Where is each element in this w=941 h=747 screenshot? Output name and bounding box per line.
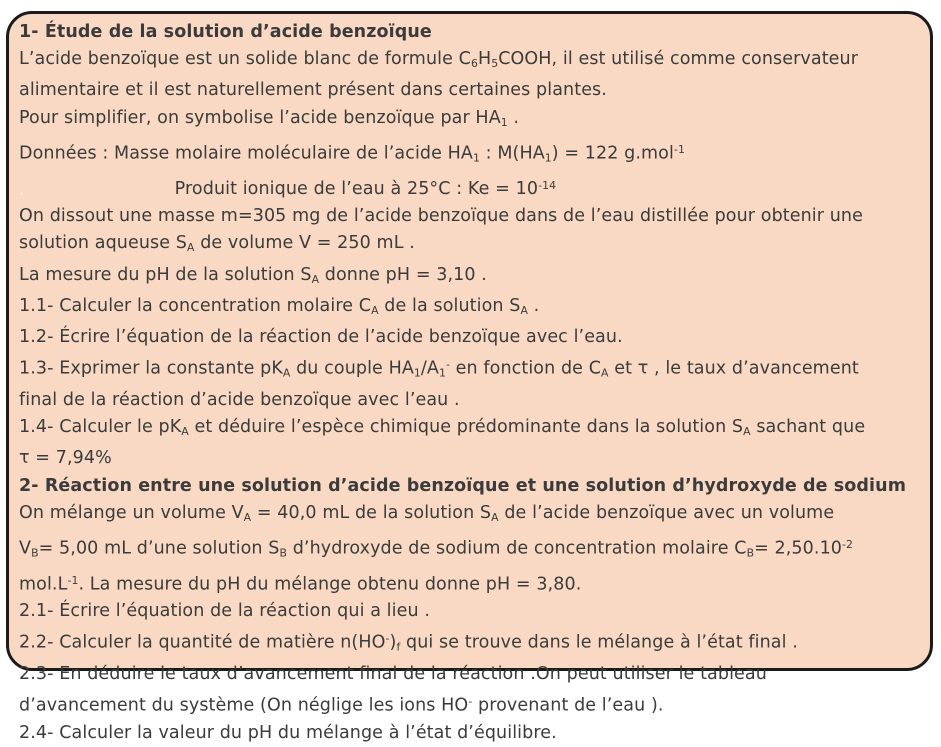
text-segment: H xyxy=(477,49,492,70)
text-segment-faint: . xyxy=(19,178,25,199)
text-segment: Pour simplifier, on symbolise l’acide benzoïque par HA xyxy=(19,107,501,128)
intro-acide-benzoique-line-1 xyxy=(19,46,922,77)
text-segment-gapleft: Produit ionique de l’eau à 25°C : Ke = 10 xyxy=(174,178,539,199)
text-segment: 2.4- Calculer la valeur du pH du mélange à l’état d’équilibre. xyxy=(19,722,557,743)
text-segment: 1- Étude de la solution d’acide benzoïque xyxy=(19,22,432,42)
text-segment: 1.4- Calculer le pK xyxy=(19,417,182,438)
text-segment-sub: A xyxy=(187,241,195,255)
text-segment-sub: A xyxy=(743,425,751,439)
melange-description-line-3 xyxy=(19,567,922,599)
text-segment-sub: 1 xyxy=(473,151,480,165)
mesure-ph-sa xyxy=(19,262,922,293)
question-2-2 xyxy=(19,625,922,661)
question-2-4 xyxy=(19,720,922,747)
question-1-1 xyxy=(19,293,922,324)
text-segment-sub: B xyxy=(279,546,288,560)
text-segment: de volume V = 250 mL . xyxy=(194,233,415,254)
text-segment-sub: 1 xyxy=(544,151,552,165)
intro-acide-benzoique-line-2 xyxy=(19,77,922,104)
text-segment: τ = 7,94% xyxy=(19,448,112,469)
text-segment-sup: -1 xyxy=(673,142,685,156)
text-segment: sachant que xyxy=(750,417,866,438)
text-segment: provenant de l’eau ). xyxy=(472,695,664,716)
exercise-sheet xyxy=(6,11,933,743)
question-1-3-line-1 xyxy=(19,351,922,387)
question-2-3-line-1 xyxy=(19,661,922,688)
text-segment-sub: B xyxy=(746,546,755,560)
text-segment-sup: - xyxy=(446,358,451,372)
text-segment: La mesure du pH de la solution S xyxy=(19,264,312,285)
section-2-heading xyxy=(19,473,922,500)
text-segment: 1.2- Écrire l’équation de la réaction de l’acide benzoïque avec l’eau. xyxy=(19,327,623,348)
text-segment: de l’acide benzoïque avec un volume xyxy=(498,502,835,523)
text-segment: = 5,00 mL d’une solution S xyxy=(38,538,280,559)
text-segment: . xyxy=(507,107,520,128)
text-segment: 2.3- En déduire le taux d’avancement final de la réaction .On peut utiliser le tableau xyxy=(19,664,767,685)
text-segment-sup: -14 xyxy=(538,178,557,192)
question-1-4-line-2 xyxy=(19,445,922,472)
text-segment: On dissout une masse m=305 mg de l’acide benzoïque dans de l’eau distillée pour obtenir une xyxy=(19,206,863,227)
text-segment: donne pH = 3,10 . xyxy=(319,264,487,285)
text-segment-sub: A xyxy=(282,366,291,380)
preparation-solution-line-1 xyxy=(19,203,922,230)
melange-description-line-2 xyxy=(19,531,922,567)
text-segment-sup: - xyxy=(385,632,390,646)
text-segment: /A xyxy=(420,358,439,379)
text-segment-sub: A xyxy=(601,366,609,380)
text-segment-sub: 1 xyxy=(439,366,446,380)
text-segment: qui se trouve dans le mélange à l’état final . xyxy=(400,632,798,653)
text-segment-sub: 1 xyxy=(500,115,508,129)
text-segment-sub: f xyxy=(396,640,401,654)
text-segment: alimentaire et il est naturellement présent dans certaines plantes. xyxy=(19,80,607,101)
question-1-3-line-2 xyxy=(19,387,922,414)
preparation-solution-line-2 xyxy=(19,230,922,261)
text-segment: . La mesure du pH du mélange obtenu donne pH = 3,80. xyxy=(78,574,582,595)
text-segment: et τ , le taux d’avancement xyxy=(608,358,859,379)
question-1-4-line-1 xyxy=(19,414,922,445)
text-segment: 2.1- Écrire l’équation de la réaction qui a lieu . xyxy=(19,601,430,622)
text-segment-sub: 5 xyxy=(491,57,499,71)
text-segment: d’hydroxyde de sodium de concentration molaire C xyxy=(287,538,747,559)
text-segment: 1.1- Calculer la concentration molaire C xyxy=(19,295,372,316)
text-segment: V xyxy=(19,538,32,559)
text-segment: 2.2- Calculer la quantité de matière n(HO xyxy=(19,632,386,653)
text-segment: . xyxy=(527,295,540,316)
text-segment-sub: A xyxy=(491,510,499,524)
text-segment: et déduire l’espèce chimique prédominante dans la solution S xyxy=(188,417,744,438)
text-segment: en fonction de C xyxy=(450,358,602,379)
text-segment: = 40,0 mL de la solution S xyxy=(251,502,492,523)
text-segment: solution aqueuse S xyxy=(19,233,187,254)
text-segment-sup: -2 xyxy=(842,538,854,551)
text-segment-sub: 6 xyxy=(470,57,478,71)
text-segment: : M(HA xyxy=(480,143,545,164)
text-segment: mol.L xyxy=(19,574,68,595)
donnees-masse-molaire xyxy=(19,136,922,172)
text-segment: du couple HA xyxy=(290,358,414,379)
text-segment: de la solution S xyxy=(378,295,521,316)
text-segment: 2- Réaction entre une solution d’acide benzoïque et une solution d’hydroxyde de sodium xyxy=(19,475,907,496)
text-segment: ) xyxy=(389,632,397,653)
text-segment-sub: A xyxy=(311,272,320,286)
text-segment-sub: A xyxy=(181,425,189,439)
text-segment: 1.3- Exprimer la constante pK xyxy=(19,358,283,379)
section-1-heading xyxy=(19,19,922,46)
text-segment: = 2,50.10 xyxy=(754,538,843,559)
text-segment-sub: A xyxy=(243,510,252,524)
text-segment-sub: B xyxy=(31,546,39,560)
text-segment-sub: 1 xyxy=(413,366,421,380)
question-1-2 xyxy=(19,324,922,351)
text-segment: ) = 122 g.mol xyxy=(551,143,674,164)
donnees-produit-ionique xyxy=(19,172,922,204)
question-2-1 xyxy=(19,598,922,625)
text-segment: d’avancement du système (On néglige les ions HO xyxy=(19,695,469,716)
text-segment-sup: -1 xyxy=(67,573,79,587)
text-segment-sub: A xyxy=(371,303,379,317)
text-segment: Données : Masse molaire moléculaire de l’acide HA xyxy=(19,143,473,164)
text-segment: final de la réaction d’acide benzoïque avec l’eau . xyxy=(19,389,460,410)
question-2-3-line-2 xyxy=(19,688,922,720)
text-segment: On mélange un volume V xyxy=(19,502,244,523)
simplification-note xyxy=(19,105,922,136)
text-segment-sub: A xyxy=(520,303,528,317)
text-segment: COOH, il est utilisé comme conservateur xyxy=(498,49,859,70)
melange-description-line-1 xyxy=(19,500,922,531)
text-segment-sup: - xyxy=(468,695,473,709)
text-segment: L’acide benzoïque est un solide blanc de formule C xyxy=(19,49,471,70)
